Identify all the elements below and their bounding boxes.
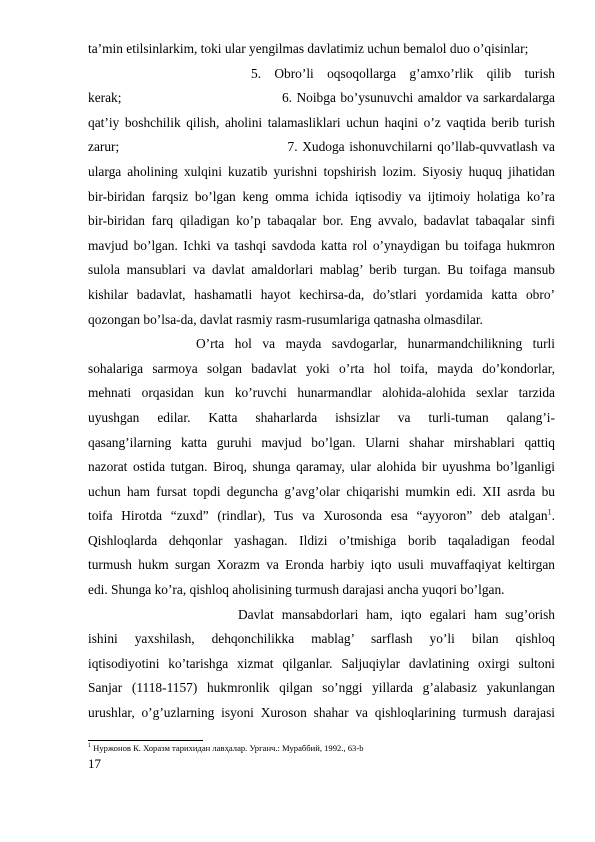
text-line: uchun ham fursat topdi deguncha g’avg’olar chiqarishi mumkin edi. XII asrda bu — [88, 483, 555, 499]
text-line: urushlar, o’g’uzlarning isyoni Xuroson shahar va qishloqlarining turmush darajasi — [88, 705, 555, 721]
footnote-number: 1 — [88, 743, 91, 750]
text-fragment: toifa Hirotda “zuxd” (rindlar), Tus va Xurosonda esa “ayyoron” deb atalgan — [88, 508, 548, 524]
text-line: kishilar badavlat, hashamatli hayot kechirsa-da, do’stlari yordamida katta obro’ — [88, 286, 555, 302]
text-line: mavjud bo’lgan. Ichki va tashqi savdoda katta rol o’ynaydigan bu toifaga hukmron — [88, 237, 555, 253]
page-number: 17 — [88, 756, 101, 771]
footnote-divider — [88, 740, 203, 741]
text-line: iqtisodiyotini ko’tarishga xizmat qilganlar. Saljuqiylar davlatining oxirgi sultoni — [88, 655, 555, 671]
text-line: ta’min etilsinlarkim, toki ular yengilmas davlatimiz uchun bemalol duo o’qisinlar; — [88, 41, 529, 56]
text-line: qasang’ilarning katta guruhi mavjud bo’lgan. Ularni shahar mirshablari qattiq — [88, 434, 555, 450]
text-line: ularga aholining xulqini kuzatib yurishni topshirish lozim. Siyosiy huquq jihatidan — [88, 163, 555, 179]
text-line: sohalariga sarmoya solgan badavlat yoki o’rta hol toifa, mayda do’kondorlar, — [88, 360, 555, 376]
text-line: sulola mansublari va davlat amaldorlari mablag’ berib turgan. Bu toifaga mansub — [88, 262, 555, 278]
text-line: nazorat ostida tutgan. Biroq, shunga qaramay, ular alohida bir uyushma bo’lganligi — [88, 459, 555, 475]
text-line: mehnati orqasidan kun ko’ruvchi hunarmandlar alohida-alohida sexlar tarzida — [88, 385, 555, 401]
text-line: bir-biridan farqsiz bo’lgan keng omma ichida iqtisodiy va ijtimoiy holatiga ko’ra — [88, 188, 555, 204]
text-line: 5. Obro’li oqsoqollarga g’amxo’rlik qilib turish — [251, 65, 555, 81]
text-line: qat’iy boshchilik qilish, aholini talamasliklari uchun haqini o’z vaqtida berib turish — [88, 114, 555, 130]
text-fragment: . — [551, 508, 555, 524]
text-line: kerak; 6. Noibga bo’ysunuvchi amaldor va sarkardalarga — [88, 90, 555, 106]
document-body — [88, 37, 555, 726]
text-line: zarur; 7. Xudoga ishonuvchilarni qo’llab-quvvatlash va — [88, 139, 555, 155]
text-line: O’rta hol va mayda savdogarlar, hunarmandchilikning turli — [196, 336, 555, 352]
text-line: edi. Shunga ko’ra, qishloq aholisining turmush darajasi ancha yuqori bo’lgan. — [88, 582, 505, 598]
text-line: Sanjar (1118-1157) hukmronlik qilgan so’nggi yillarda g’alabasiz yakunlangan — [88, 680, 555, 696]
footnote — [88, 743, 364, 754]
text-line-with-footnote — [88, 504, 555, 529]
footnote-text: Нуржонов К. Хоразм тарихидан лавҳалар. Урганч.: Мураббий, 1992., 63-b — [91, 743, 364, 753]
text-line: uyushgan edilar. Katta shaharlarda ishsizlar va turli-tuman qalang’i- — [88, 409, 555, 425]
text-line: ishini yaxshilash, dehqonchilikka mablag’ sarflash yo’li bilan qishloq — [88, 631, 555, 647]
text-line: turmush hukm surgan Xorazm va Eronda harbiy iqto usuli muvaffaqiyat keltirgan — [88, 557, 555, 573]
text-line: Qishloqlarda dehqonlar yashagan. Ildizi o’tmishiga borib taqaladigan feodal — [88, 532, 555, 548]
text-line: qozongan bo’lsa-da, davlat rasmiy rasm-rusumlariga qatnasha olmasdilar. — [88, 311, 483, 327]
footnote-marker: 1 — [547, 507, 552, 517]
text-line: Davlat mansabdorlari ham, iqto egalari ham sug’orish — [238, 606, 555, 622]
text-line: bir-biridan farq qiladigan ko’p tabaqalar bor. Eng avvalo, badavlat tabaqalar sinfi — [88, 213, 555, 229]
